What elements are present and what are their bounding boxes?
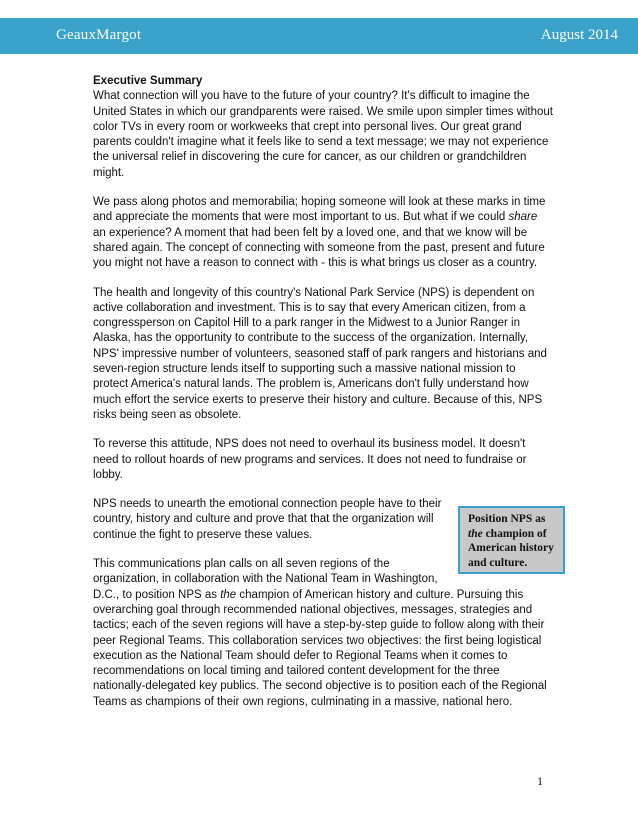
paragraph-6-text-a: This communications plan calls on all seven regions of the organization, in collaboration with the National Team in Washington, D.C., to position NPS as — [93, 558, 438, 601]
paragraph-2-text-b: an experience? A moment that had been felt by a loved one, and that we know will be shared again. The concept of connecting with someone from the past, present and future you might not have a reason to connect with - this is what brings us closer as a country. — [93, 226, 545, 270]
header-author: GeauxMargot — [56, 27, 142, 43]
paragraph-6-emphasis: the — [220, 588, 237, 601]
paragraph-6 — [93, 557, 553, 710]
paragraph-2-text-a: We pass along photos and memorabilia; hoping someone will look at these marks in time and appreciate the moments that were most important to us. But what if we could — [93, 196, 546, 224]
paragraph-5: NPS needs to unearth the emotional connection people have to their country, history and culture and prove that that the organization will continue the fight to preserve these values. — [93, 498, 442, 541]
pull-quote-text-a: Position NPS as — [468, 513, 546, 525]
pull-quote-text-b: champion of American history and culture. — [468, 527, 554, 569]
header-date: August 2014 — [540, 27, 618, 43]
section-title: Executive Summary — [93, 75, 203, 87]
pull-quote-box — [458, 506, 565, 574]
pull-quote-emphasis: the — [468, 527, 483, 540]
paragraph-4: To reverse this attitude, NPS does not need to overhaul its business model. It doesn't need to rollout hoards of new programs and services. It does not need to fundraise or lobby. — [93, 438, 527, 481]
paragraph-2-emphasis: share — [508, 211, 538, 224]
page-number: 1 — [537, 774, 543, 788]
paragraph-6-text-b: champion of American history and culture. Pursuing this overarching goal through recommended national objectives, messages, strategies and tactics; each of the seven regions will have a step-by-step guide to follow along with their peer Regional Teams. This collaboration services two objectives: the first being logistical execution as the National Team should defer to Regional Teams when it comes to recommendations on local timing and tailored content development for the three nationally-delegated key publics. The second objective is to position each of the Regional Teams as champions of their own regions, culminating in a massive, national hero. — [93, 588, 547, 708]
paragraph-3: The health and longevity of this country's National Park Service (NPS) is dependent on active collaboration and investment. This is to say that every American citizen, from a congressperson on Capitol Hill to a park ranger in the Midwest to a Junior Ranger in Alaska, has the opportunity to contribute to the success of the organization. Internally, NPS' impressive number of volunteers, seasoned staff of park rangers and historians and seven-region structure lends itself to supporting such a massive national mission to protect America's natural lands. The problem is, Americans don't fully understand how much effort the service exerts to preserve their history and culture. Because of this, NPS risks being seen as obsolete. — [93, 286, 547, 421]
paragraph-1: What connection will you have to the future of your country? It's difficult to imagine the United States in which our grandparents were raised. We smile upon simpler times without color TVs in every room or workweeks that crept into personal lives. Our great grand parents couldn't imagine what it feels like to send a text message; we may not experience the universal relief in discovering the cure for cancer, as our children or grandchildren might. — [93, 90, 553, 179]
document-body — [93, 74, 553, 724]
paragraph-2 — [93, 195, 553, 271]
